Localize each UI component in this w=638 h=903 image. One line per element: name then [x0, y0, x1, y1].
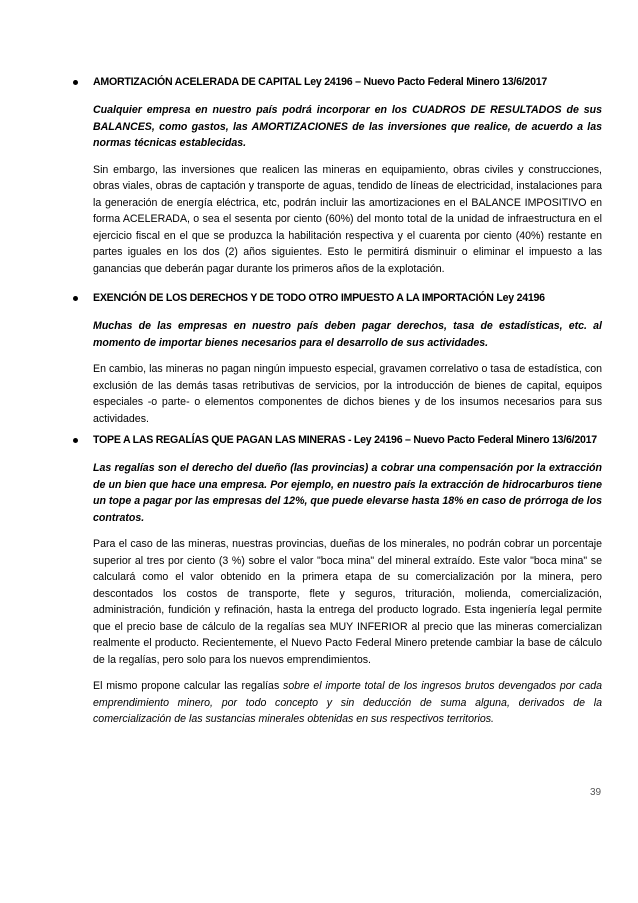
section-heading	[70, 291, 602, 305]
lead-paragraph: Muchas de las empresas en nuestro país deben pagar derechos, tasa de estadísticas, etc. al momento de importar bienes necesarios para el desarrollo de sus actividades.	[93, 320, 602, 349]
section-regalias	[70, 433, 602, 728]
body-paragraph: Sin embargo, las inversiones que realicen las mineras en equipamiento, obras civiles y construcciones, obras viales, obras de captación y transporte de aguas, tendido de líneas de electricidad, instalaciones para la generación de energía eléctrica, etc, podrán incluir las amortizaciones en el BALANCE IMPOSITIVO en forma ACELERADA, o sea el sesenta por ciento (60%) del monto total de la unidad de infraestructura en el ejercicio fiscal en el que se produzca la habilitación respectiva y el cuarenta por ciento (40%) restante en partes iguales en los dos (2) años siguientes. Esto le permitirá disminuir o eliminar el impuesto a las ganancias que deberán pagar durante los primeros años de la explotación.	[93, 163, 602, 275]
body-paragraph: En cambio, las mineras no pagan ningún impuesto especial, gravamen correlativo o tasa de estadística, con exclusión de las demás tasas retributivas de servicios, por la introducción de bienes de capital, equipos especiales -o parte- o elementos componentes de dichos bienes y de los insumos necesarios para sus actividades.	[93, 363, 602, 425]
section-heading	[70, 75, 602, 89]
heading-text: EXENCIÓN DE LOS DERECHOS Y DE TODO OTRO IMPUESTO A LA IMPORTACIÓN Ley 24196	[93, 292, 545, 304]
body-italic-text: sobre el importe total de los ingresos brutos devengados por cada emprendimiento minero, por todo concepto y sin deducción de suma alguna, derivados de la comercialización de las sustancias minerales obtenidas en sus respectivos territorios.	[93, 680, 602, 725]
lead-paragraph: Las regalías son el derecho del dueño (las provincias) a cobrar una compensación por la extracción de un bien que hace una empresa. Por ejemplo, en nuestro país la extracción de hidrocarburos tiene un tope a pagar por las empresas del 12%, que puede elevarse hasta 18% en caso de prórroga de los contratos.	[93, 462, 602, 524]
body-text: El mismo propone calcular las regalías	[93, 680, 284, 692]
section-exencion	[70, 291, 602, 427]
page-number: 39	[590, 787, 602, 798]
body-paragraph: Para el caso de las mineras, nuestras provincias, dueñas de los minerales, no podrán cobrar un porcentaje superior al tres por ciento (3 %) sobre el valor "boca mina" del mineral extraído. Este valor "boca mina" se calculará como el valor obtenido en la primera etapa de su comercialización por la minera, pero descontados los costos de transporte, flete y seguros, trituración, molienda, comercialización, administración, fundición y refinación, hasta la entrega del producto logrado. Esta ingeniería legal permite que el precio base de cálculo de la regalías sea MUY INFERIOR al precio que las mineras comercializan realmente el producto. Recientemente, el Nuevo Pacto Federal Minero pretende cambiar la base de cálculo de la regalías, pero solo para los nuevos emprendimientos.	[93, 538, 602, 666]
bullet-icon	[73, 80, 78, 85]
section-amortizacion	[70, 75, 602, 277]
section-heading	[70, 433, 602, 447]
heading-text: AMORTIZACIÓN ACELERADA DE CAPITAL Ley 24196 – Nuevo Pacto Federal Minero 13/6/2017	[93, 76, 547, 88]
body-paragraph-2	[93, 678, 602, 728]
bullet-icon	[73, 438, 78, 443]
lead-paragraph: Cualquier empresa en nuestro país podrá incorporar en los CUADROS DE RESULTADOS de sus BALANCES, como gastos, las AMORTIZACIONES de las inversiones que realice, de acuerdo a las normas técnicas establecidas.	[93, 104, 602, 149]
bullet-icon	[73, 296, 78, 301]
heading-text: TOPE A LAS REGALÍAS QUE PAGAN LAS MINERAS - Ley 24196 – Nuevo Pacto Federal Minero 13/6/2017	[93, 434, 597, 446]
